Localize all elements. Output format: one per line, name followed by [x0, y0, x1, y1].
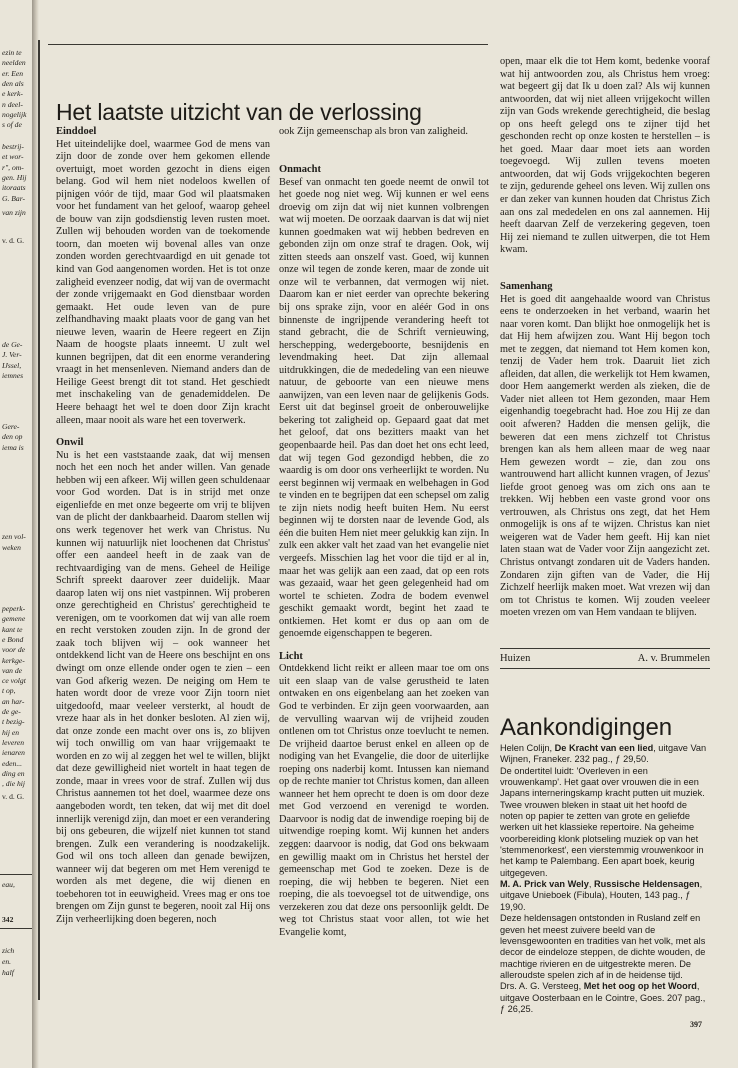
section-text-onmacht: Besef van onmacht ten goede neemt de onwil tot het goede nog niet weg. Wij kunnen er wel eens droevig om zijn dat wij niet kunnen volbrengen wat wij moeten. De oorzaak daarvan is dat wij niet kunnen goedmaken wat wij hebben bedreven en gebonden zijn om onze straf te dragen. Ook, wij zitten steeds aan onszelf vast. Goed, wij kunnen onze wil tegen de zonde keren, maar de zonde uit onze wil te verbannen, dat vermogen wij niet. Daarom kan er niet eerder van oprechte bekering bij ons sprake zijn, voor en aléér God in ons binnenste de ingrijpende verandering heeft tot stand gebracht, die de Schrift vernieuwing, herschepping, wedergeboorte, besnijdenis en levendmaking heet. Dat zijn allemaal uitdrukkingen, die de mededeling van een nieuwe natuur, de geboorte van een nieuwe mens aanwijzen, van een leven naar de gelijkenis Gods. Eerst uit dat beginsel groeit de onberouwelijke bekering tot zaligheid op. Gepaard gaat dat met het geloof, dat ons bezitters maakt van het geopenbaarde heil. Pas dan doet het ons echt leed, dat wij tegen God gezondigd hebben, die zo waardig is om door ons verheerlijkt te worden. Nu eerst beginnen wij vermaak en welbehagen in God te vinden en te begrijpen dat een schepsel om zalig te zijn niets nodig heeft buiten Hem. Nu eerst beginnen wij te dorsten naar de levende God, als één die buiten Hem niet meer gelukkig kan zijn. In zulk een akker valt het zaad van het evangelie niet vergeefs. Misschien lag het voor die tijd er al in, maar het was gelijk aan een zaad, dat op een rots was gezaaid, waar het geen gelegenheid had om wortel te schieten. Zodra de bodem evenwel geschikt gemaakt wordt, begint het zaad te ontkiemen. Het komt er dus op aan om de genoemde eigenschappen te begeren. [279, 176, 489, 640]
margin-fragment: gemene [2, 614, 26, 624]
section-text-einddoel: Het uiteindelijke doel, waarmee God de mens van zijn door de zonde over hem gekomen ellende overtuigt, moet worden gezocht in diens eigen belang. God wil hem niet nodeloos kwellen of pijnigen vóór de tijd, maar God wil plaatsmaken voor het fundament van het geloof, waarop geheel de bouw van zijn godsdienstig leven rusten moet. Zullen wij behouden worden van de toekomende toorn, dan moeten wij bovenal alles van onze zonden worden gerechtvaardigd en uit genade tot kind van God aangenomen worden. Het is tot onze zaligheid evenzeer nodig, dat wij van de overmacht der zonde vrijgemaakt en God dienstbaar worden gemaakt. Het oude leven van de pure zelfhandhaving maakt plaats voor de gang van het nieuwe leven, waarin de Heere regeert en Zijn Naam de hoogste plaats inneemt. U zult wel kunnen begrijpen, dat dit een enorme verandering vraagt in het mensenleven. Niemand anders dan de Heilige Geest brengt dit tot stand. Het geschiedt met inschakeling van de genademiddelen. De Heere behaagt het wel te doen door Zijn kracht alleen, maar nooit als ware het een toverwerk. [56, 138, 270, 426]
margin-fragment: ce volgt [2, 676, 26, 686]
section-text-licht: Ontdekkend licht reikt er alleen maar toe om ons uit een slaap van de valse gerustheid te laten ontwaken en ons eigenbelang aan het zoeken van God te verbinden. Er zijn geen voorwaarden, aan de vervulling waarvan wij de vrijheid zouden ontlenen om tot Christus onze toevlucht te nemen. De vrijheid daartoe berust enkel en alleen op de nodiging van het Evangelie, die door de uiterlijke roeping ons naderbij komt. Intussen kan niemand op de rechte manier tot Christus komen, dan alleen wanneer het hem oprecht te doen is om door deze met God verzoend en verenigd te worden. Daarvoor is nodig dat de inwendige roeping bij de uitwendige roeping komt. Wij kunnen het anders zeggen: daarvoor is nodig, dat God ons bekwaam en gewillig maakt om in Christus het herstel der gemeenschap met God te zoeken. Deze is de roeping, die wij hebben te begeren. Niet een roeping, die als toevoegsel tot de uitwendige, ons verzekeren zou dat deze ons persoonlijk geldt. De weg tot Christus staat voor allen, tot wie het Evangelie komt, [279, 663, 489, 938]
margin-fragment: J. Ver- [2, 350, 22, 360]
margin-fragment: , die hij [2, 779, 25, 789]
margin-fragment: van zijn [2, 208, 26, 217]
announcements-title: Aankondigingen [500, 714, 673, 741]
signature-rule-top [500, 648, 710, 649]
margin-fragment: v. d. G. [2, 236, 25, 245]
margin-fragment: zen vol- [2, 532, 26, 541]
margin-fragment: ienaren [2, 748, 25, 758]
left-column-rule [38, 40, 40, 1000]
margin-fragment: neelden [2, 58, 26, 68]
margin-rule [0, 928, 32, 929]
section-text-samenhang: Het is goed dit aangehaalde woord van Christus eens te onderzoeken in het verband, waarin het naar voren komt. Dan blijkt hoe onmogelijk het is dat Hij hem afwijzen zou. Want Hij begon toch met te zeggen, dat niemand tot Hem komen kon, tenzij de Vader hem trok. Daaruit liet zich afleiden, dat allen, die werkelijk tot Hem kwamen, door Hem aangemerkt werden als zieken, die de Vader niet alleen tot Hem gezonden, maar Hem eigenhandig toegebracht had. Hoe zou Hij ze dan ooit afweren? Hadden die mensen gelijk, die beweren dat een mens zichzelf tot Christus brengen kan als hem alleen maar de weg naar Hem gewezen wordt – zie, dan zou ons wantrouwend hart allicht kunnen vragen, of Jezus' liefde groot genoeg was om zich ons aan te trekken. Wij hebben een vaste grond voor ons vertrouwen, als Christus ons zegt, dat het Hem onmogelijk is ons af te wijzen. Christus kan niet weigeren wat de Vader hem geeft. Hij kan niet laten staan wat de Vader voor Zijn aangezicht zet. Christus ontvangt zondaren uit de Vaders handen. Zondaren zijn giften van de Vader, die Hij Zichzelf heerlijk maken moet. Wat vrezen wij dan om tot Christus te komen. Wij zouden veeleer moeten vrezen om van Hem vandaan te blijven. [500, 293, 710, 619]
top-rule [48, 44, 488, 45]
margin-fragment: ding en [2, 768, 25, 778]
book-3-publisher: , uitgave Oosterbaan en le Cointre, Goes. 207 pag., ƒ 26,25. [500, 981, 706, 1014]
article-column-3 [500, 56, 710, 257]
article-column-3-samenhang [500, 281, 710, 620]
section-heading-licht: Licht [279, 650, 303, 662]
page-number: 397 [690, 1020, 702, 1029]
section-text-licht-end: open, maar elk die tot Hem komt, bedenke vooraf wat hij antwoorden zou, als Christus hem vroeg: wat begeert gij dat Ik u doen zal? Als wij kunnen antwoorden, dat wij niet alleen vrijgekocht willen zijn van Gods wrekende gerechtigheid, die beslag op ons heeft gelegd ons te zijner tijd het geschonden recht op onze kosten te herstellen – is het goed. Maar daar moet iets aan worden toegevoegd. Wij zullen tevens moeten antwoorden, dat wij Gods vrijgekochten begeren te zijn, gedurende geheel ons leven. Wij zullen ons er dan zeker van kunnen houden dat Christus Zich aan ons zal mededelen en ons zal aannemen. Hij heeft daarvan Zelf de verzekering gegeven, toen Hij zei niemand te zullen uitwerpen, die tot Hem kwam. [500, 56, 710, 256]
margin-fragment: er. Een [2, 68, 24, 78]
announcement-book-3 [500, 981, 710, 1015]
margin-fragment: voor de [2, 645, 25, 655]
margin-fragment: eden... [2, 758, 23, 768]
article-title: Het laatste uitzicht van de verlossing [56, 99, 422, 125]
announcement-review-2: Deze heldensagen ontstonden in Rusland zelf en geven het meest zuivere beeld van de levensgewoonten en tradities van het volk, met als decor de eindeloze steppen, de dichte wouden, de machtige rivieren en de uitgestrekte meren. De alleroudste spelen zich af in de heidense tijd. [500, 913, 706, 980]
margin-fragment: den als [2, 78, 24, 88]
margin-fragment: eau, [2, 880, 15, 889]
article-column-1 [56, 126, 270, 926]
margin-rule [0, 874, 32, 875]
section-heading-samenhang: Samenhang [500, 281, 553, 292]
margin-fragment: itoraats [2, 183, 26, 193]
article-column-2-top [279, 126, 489, 139]
margin-fragment: IJssel, [2, 360, 22, 370]
margin-fragment: leveren [2, 737, 25, 747]
margin-fragment: ezin te [2, 48, 22, 57]
margin-fragment: de ge- [2, 707, 21, 716]
margin-fragment: en. [2, 957, 12, 966]
margin-fragment: hij en [2, 727, 20, 737]
signature-author: A. v. Brummelen [637, 653, 710, 664]
section-text-onwil: Nu is het een vaststaande zaak, dat wij mensen noch het een noch het ander willen. Van genade hebben wij een afkeer. Wij willen geen schuldenaar voor God worden. Dat is in strijd met onze eigenliefde en met onze begeerte om vrij te blijven van de plicht der dankbaarheid. Daarom stellen wij ons werk tegenover het werk van Christus. Nu kunnen wij natuurlijk niet loochenen dat Christus' offer een aandeel heeft in de zaak van de rechtvaardiging van de mens. Geheel de Heilige Schrift spreekt daarover zeer duidelijk. Maar daarop laten wij ons niet vastpinnen. Wij proberen onze gerechtigheid en Christus' gerechtigheid te verenigen, om te voorkomen dat wij van alle roem en recht verstoken zouden zijn. In de grond der zaak toch blijven wij – ook wanneer het ontdekkend licht van de Heere ons beschijnt en ons dwingt om onze ellende onder ogen te zien – een van God afkerig wezen. De neiging om Hem te haten wordt door de vreze voor Zijn toorn niet uitgedoofd, maar veeleer versterkt, al houdt de vreze haar als in het donker besloten. Al zien wij, dat onze zonde een macht over ons is, zo blijven wij toch onwillig om van haar vrijgemaakt te worden en zo wij al zeggen het wel te willen, blijkt dat deze gewilligheid niet wortelt in haat tegen de zonde, maar in vrees voor de straf. Zullen wij dus Christus aannemen tot het doel, waarmee deze ons aangeboden wordt, ten teken, dat wij met dit doel innerlijk verenigd zijn, dan moet er een verandering bij ons gebeuren, die wijzelf niet kunnen tot stand brengen. Zulk een verandering is noodzakelijk. God wil ons toch alleen dan genade bewijzen, wanneer wij dat begeren om met Hem verenigd te worden als met degene, die wij dienen en toebehoren tot in eeuwigheid. Vrees mag er ons toe brengen om Zijn gunst te begeren, nooit zal Hij ons Zijn verheerlijking doen begeren, noch [56, 449, 270, 925]
announcement-review-1: De ondertitel luidt: 'Overleven in een vrouwenkamp'. Het gaat over vrouwen die in een Japans interneringskamp kracht putten uit muziek. Twee vrouwen bleken in staat uit het hoofd de noten op papier te zetten van grote en geliefde werken uit het klassieke repertoire. Na geheime voorbereiding klonk plotseling muziek op van het 'stemmenorkest', een vierstemmig vrouwenkoor in het kamp te Palembang. Een apart boek, keurig uitgegeven. [500, 765, 705, 878]
margin-fragment: van de [2, 665, 23, 675]
margin-fragment: weken [2, 543, 21, 552]
margin-fragment: iema is [2, 442, 24, 452]
margin-fragment: e kerk- [2, 89, 23, 99]
margin-fragment: e Bond [2, 634, 24, 644]
margin-fragment: r", om- [2, 162, 24, 172]
section-text-einddoel-end: ook Zijn gemeenschap als bron van zaligheid. [279, 126, 469, 137]
margin-fragment: den op [2, 432, 23, 442]
section-heading-einddoel: Einddoel [56, 126, 97, 137]
margin-fragment: 342 [2, 915, 14, 924]
book-2-publisher: , uitgave Unieboek (Fibula), Houten, 143 pag., ƒ 19,90. [500, 879, 703, 912]
margin-fragment: an har- [2, 696, 25, 706]
margin-fragment: v. d. G. [2, 792, 25, 801]
margin-fragment: t bezig- [2, 717, 25, 727]
book-2-author: M. A. Prick van Wely [500, 879, 589, 890]
margin-fragment: peperk- [2, 604, 26, 613]
margin-fragment: s of de [2, 120, 22, 130]
announcement-book-1 [500, 743, 710, 766]
signature-rule-bottom [500, 668, 710, 669]
book-1-author: Helen Colijn, [500, 743, 555, 753]
article-column-2 [279, 164, 489, 939]
margin-fragment: bestrij- [2, 142, 24, 151]
margin-fragment: nogelijk [2, 109, 27, 119]
margin-fragment: de Ge- [2, 340, 23, 349]
signature-place: Huizen [500, 653, 531, 664]
margin-fragment: kerkge- [2, 655, 25, 665]
announcements-list [500, 743, 710, 1015]
book-3-title: Met het oog op het Woord [583, 981, 697, 992]
margin-fragment: half [2, 968, 14, 977]
article-signature [500, 653, 710, 664]
margin-fragment: Gere- [2, 422, 20, 431]
margin-fragment: kant te [2, 624, 23, 634]
margin-fragment: gen. Hij [2, 172, 27, 182]
margin-fragment: t op, [2, 686, 16, 696]
margin-fragment: iemnes [2, 370, 24, 380]
section-heading-onwil: Onwil [56, 437, 84, 449]
margin-fragment: n deel- [2, 99, 23, 109]
section-heading-onmacht: Onmacht [279, 164, 321, 175]
book-1-title: De Kracht van een lied [554, 743, 654, 753]
book-1-publisher: , uitgave Van Wijnen, Franeker. 232 pag., ƒ 29,50. [500, 743, 707, 765]
margin-fragment: zich [2, 946, 15, 955]
margin-fragment: et wor- [2, 152, 24, 162]
announcement-book-2 [500, 879, 710, 913]
book-3-author: Drs. A. G. Versteeg, [500, 981, 584, 992]
previous-page-margin [0, 0, 34, 1068]
book-2-sep: , [588, 879, 594, 890]
margin-fragment: G. Bar- [2, 193, 26, 203]
book-2-title: Russische Heldensagen [593, 879, 700, 890]
